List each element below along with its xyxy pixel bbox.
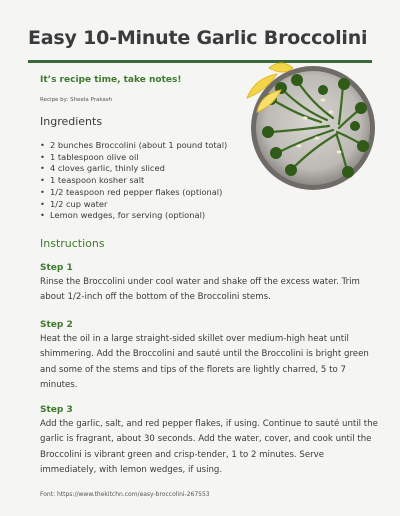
byline: Recipe by: Sheela Prakash: [40, 97, 113, 103]
ingredient-item: • Lemon wedges, for serving (optional): [40, 210, 227, 222]
ingredient-item: • 4 cloves garlic, thinly sliced: [40, 163, 227, 175]
ingredient-item: • 1 tablespoon olive oil: [40, 152, 227, 164]
ingredient-item: • 1/2 teaspoon red pepper flakes (optional): [40, 187, 227, 199]
step-label: Step 3: [40, 405, 73, 415]
source-footer: Font: https://www.thekitchn.com/easy-broccolini-267553: [40, 491, 210, 498]
step-text: Rinse the Broccolini under cool water and shake off the excess water. Trim about 1/2-inch off the bottom of the Broccolini stems.: [40, 277, 360, 303]
page-title: Easy 10-Minute Garlic Broccolini: [28, 27, 368, 49]
step-label: Step 1: [40, 263, 73, 273]
instructions-heading: Instructions: [40, 237, 105, 250]
tagline: It’s recipe time, take notes!: [40, 75, 182, 85]
ingredients-list: [40, 140, 227, 222]
step-text: Add the garlic, salt, and red pepper flakes, if using. Continue to sauté until the garlic is fragrant, about 30 seconds. Add the water, cover, and cook until the Broccolini is vibrant green and crisp-tender, 1 to 2 minutes. Serve immediately, with lemon wedges, if using.: [40, 419, 378, 476]
ingredient-item: • 1/2 cup water: [40, 199, 227, 211]
step-text: Heat the oil in a large straight-sided skillet over medium-high heat until shimmering. Add the Broccolini and sauté until the Broccolini is bright green and some of the stems and tips of the florets are lightly charred, 5 to 7 minutes.: [40, 334, 369, 391]
ingredient-item: • 1 teaspoon kosher salt: [40, 175, 227, 187]
ingredient-item: • 2 bunches Broccolini (about 1 pound total): [40, 140, 227, 152]
broccolini-skillet-photo: [243, 60, 378, 195]
step-label: Step 2: [40, 320, 73, 330]
ingredients-heading: Ingredients: [40, 115, 103, 128]
